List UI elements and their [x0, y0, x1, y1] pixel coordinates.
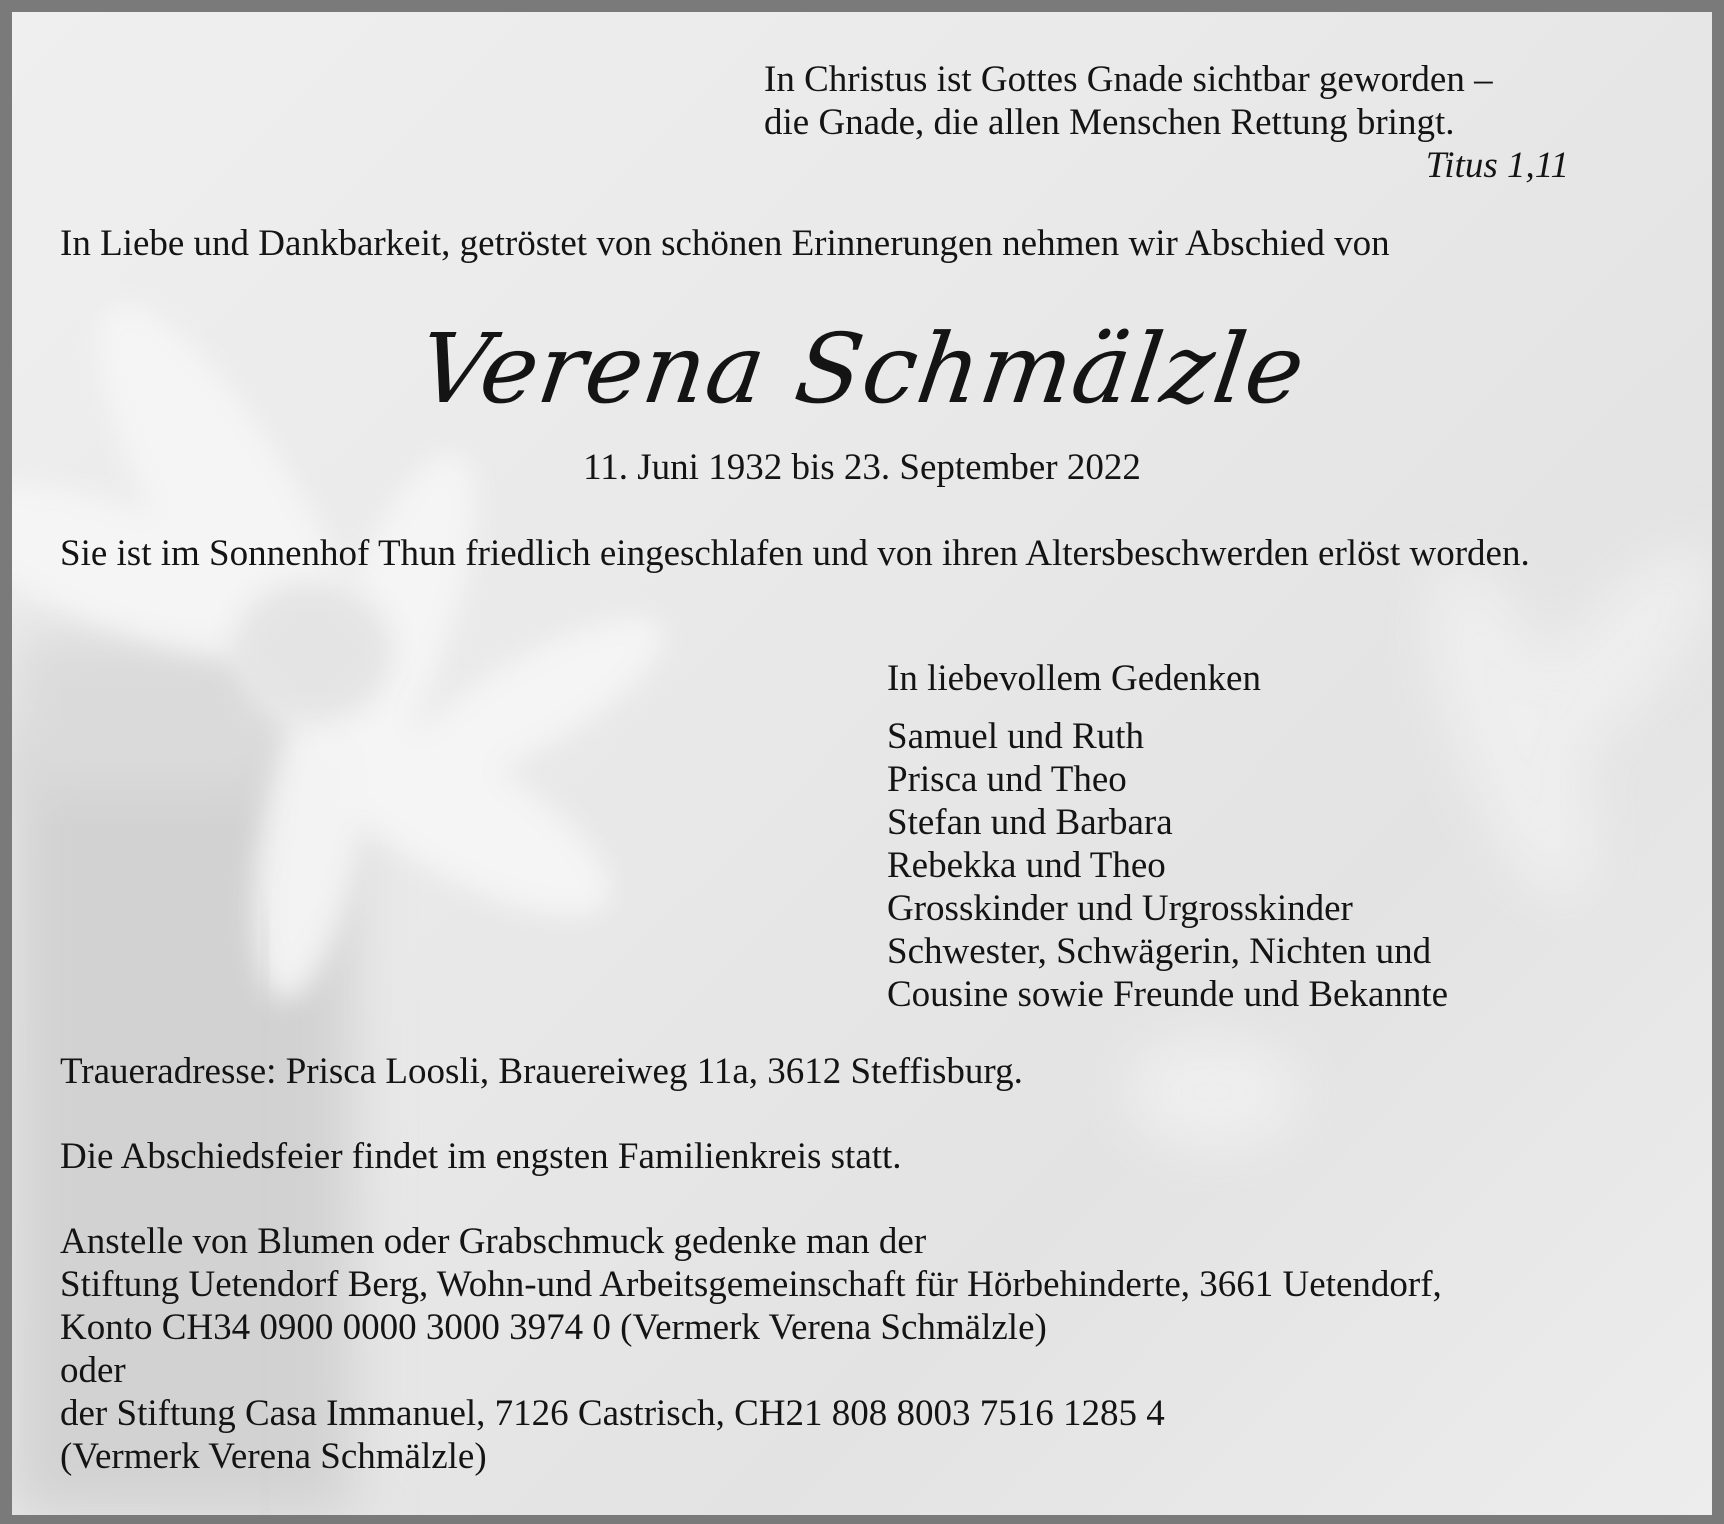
motto-reference: Titus 1,11: [1425, 145, 1569, 186]
list-item: Stefan und Barbara: [887, 802, 1173, 843]
donation-line: Konto CH34 0900 0000 3000 3974 0 (Vermerk Verena Schmälzle): [60, 1307, 1047, 1348]
list-item: Grosskinder und Urgrosskinder: [887, 888, 1353, 929]
list-item: Cousine sowie Freunde und Bekannte: [887, 974, 1449, 1015]
intro-text: In Liebe und Dankbarkeit, getröstet von schönen Erinnerungen nehmen wir Abschied von: [60, 223, 1390, 264]
donation-line: Anstelle von Blumen oder Grabschmuck gedenke man der: [60, 1221, 927, 1262]
donation-info: [60, 1220, 1442, 1478]
list-item: Samuel und Ruth: [887, 716, 1144, 757]
mourning-address: Traueradresse: Prisca Loosli, Brauereiweg 11a, 3612 Steffisburg.: [60, 1051, 1023, 1092]
donation-line: (Vermerk Verena Schmälzle): [60, 1436, 487, 1477]
mourners-list: [887, 715, 1448, 1016]
motto-line-2: die Gnade, die allen Menschen Rettung bringt.: [764, 102, 1455, 143]
donation-line: oder: [60, 1350, 126, 1391]
mourners-heading: In liebevollem Gedenken: [887, 658, 1261, 699]
donation-line: der Stiftung Casa Immanuel, 7126 Castrisch, CH21 808 8003 7516 1285 4: [60, 1393, 1165, 1434]
deceased-name: Verena Schmälzle: [412, 313, 1312, 425]
life-dates: 11. Juni 1932 bis 23. September 2022: [583, 447, 1141, 488]
passing-text: Sie ist im Sonnenhof Thun friedlich eingeschlafen und von ihren Altersbeschwerden erlöst worden.: [60, 533, 1530, 574]
list-item: Prisca und Theo: [887, 759, 1127, 800]
list-item: Rebekka und Theo: [887, 845, 1166, 886]
donation-line: Stiftung Uetendorf Berg, Wohn-und Arbeitsgemeinschaft für Hörbehinderte, 3661 Uetendorf,: [60, 1264, 1442, 1305]
bible-motto: [764, 58, 1569, 187]
list-item: Schwester, Schwägerin, Nichten und: [887, 931, 1432, 972]
obituary-page: [12, 12, 1712, 1515]
motto-line-1: In Christus ist Gottes Gnade sichtbar geworden –: [764, 59, 1493, 100]
ceremony-text: Die Abschiedsfeier findet im engsten Familienkreis statt.: [60, 1136, 902, 1177]
